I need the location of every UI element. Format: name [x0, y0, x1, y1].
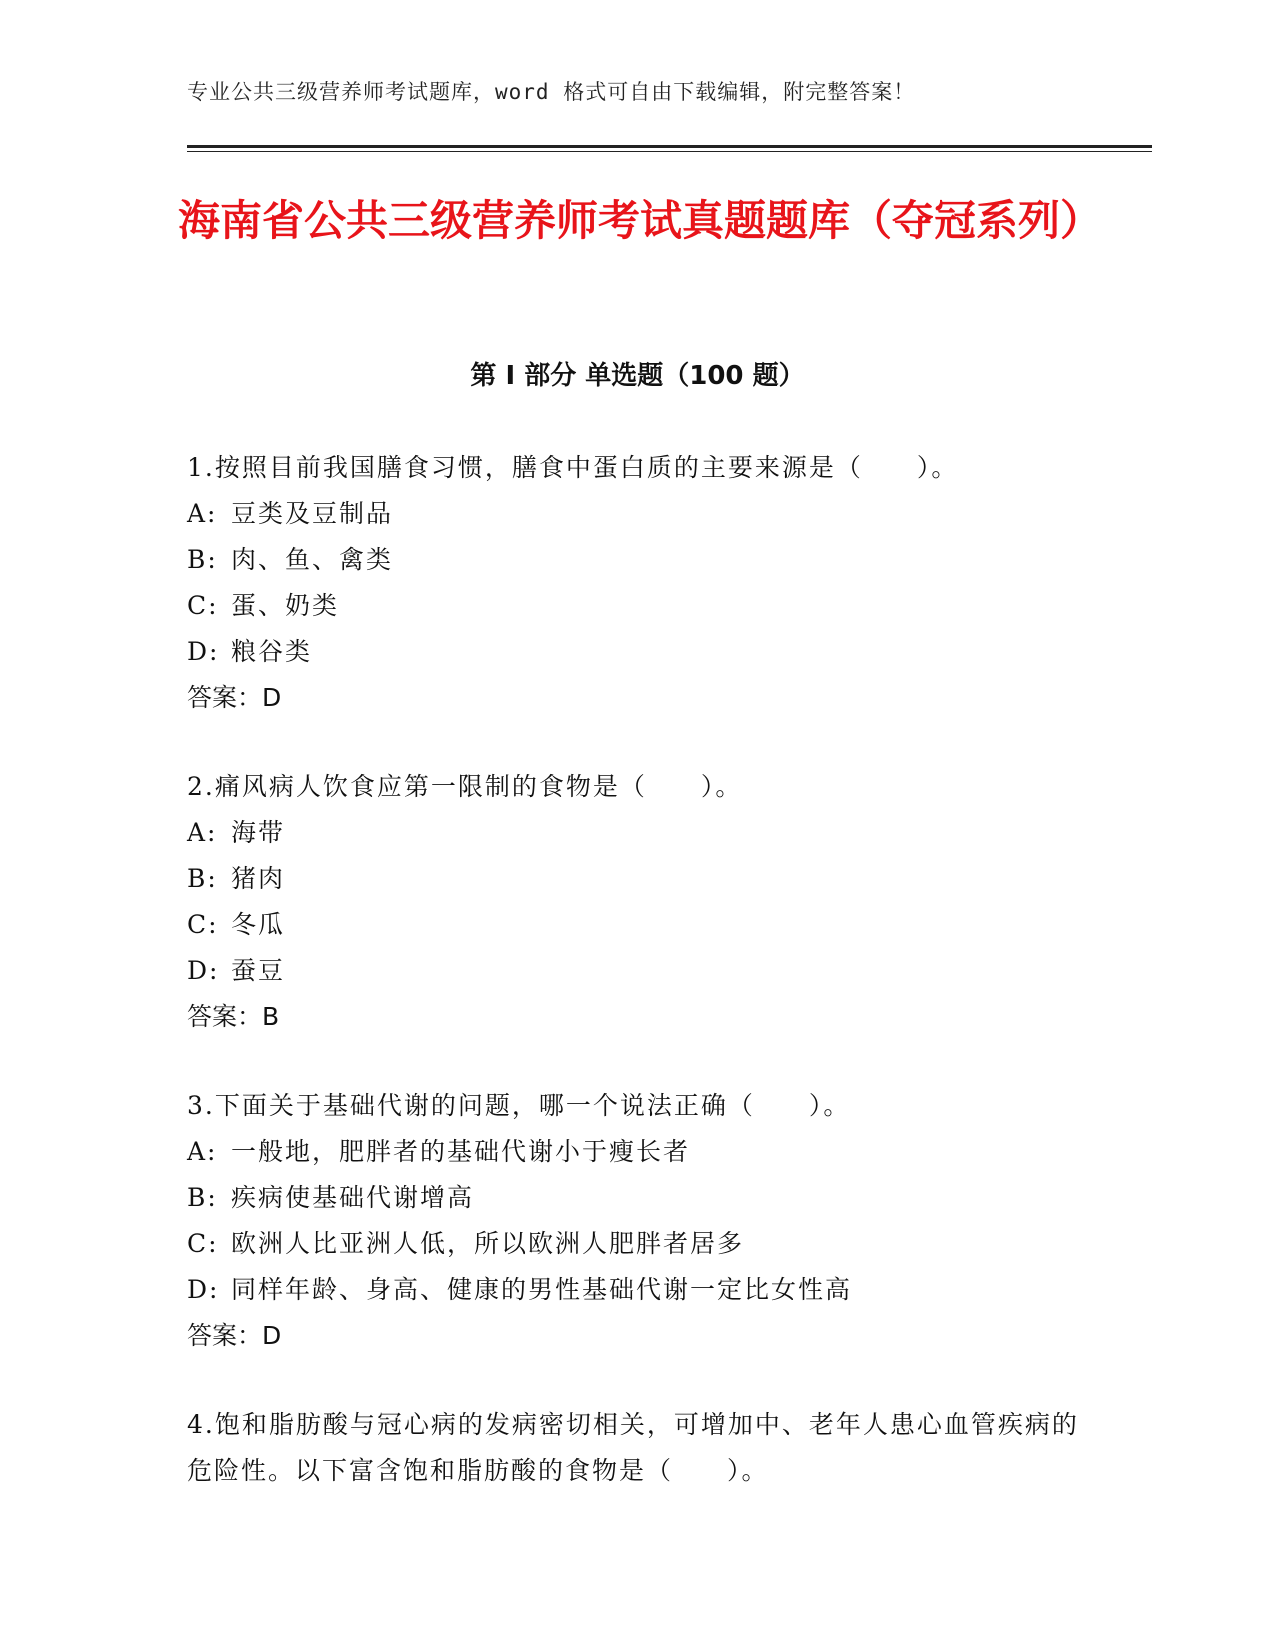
- option-label: C:: [187, 910, 219, 939]
- section-title: 第 I 部分 单选题（100 题）: [470, 361, 805, 391]
- option-text: 同样年龄、身高、健康的男性基础代谢一定比女性高: [231, 1275, 853, 1304]
- option-d: [187, 1267, 1087, 1313]
- option-text: 蚕豆: [231, 956, 286, 985]
- option-label: A:: [187, 499, 218, 528]
- option-text: 一般地，肥胖者的基础代谢小于瘦长者: [231, 1137, 691, 1166]
- option-a: [187, 1129, 1087, 1175]
- question-2: [187, 764, 1087, 1040]
- header-rule-thick: [187, 145, 1152, 148]
- option-b: [187, 1175, 1087, 1221]
- option-label: D:: [187, 956, 220, 985]
- option-text: 冬瓜: [231, 910, 286, 939]
- option-b: [187, 856, 1087, 902]
- answer-prefix: 答案：: [187, 1002, 263, 1031]
- answer-line: [187, 994, 1087, 1040]
- option-c: [187, 902, 1087, 948]
- option-text: 豆类及豆制品: [231, 499, 394, 528]
- option-label: A:: [187, 1137, 218, 1166]
- answer-line: [187, 1313, 1087, 1359]
- option-c: [187, 1221, 1087, 1267]
- option-text: 欧洲人比亚洲人低，所以欧洲人肥胖者居多: [231, 1229, 745, 1258]
- question-stem: 3.下面关于基础代谢的问题，哪一个说法正确（ ）。: [187, 1091, 851, 1120]
- option-label: A:: [187, 818, 218, 847]
- option-text: 猪肉: [231, 864, 286, 893]
- option-label: D:: [187, 1275, 220, 1304]
- option-label: B:: [187, 1183, 218, 1212]
- option-a: [187, 810, 1087, 856]
- option-label: B:: [187, 545, 218, 574]
- header-note: 专业公共三级营养师考试题库，word 格式可自由下载编辑，附完整答案！: [187, 80, 916, 104]
- option-a: [187, 491, 1087, 537]
- question-3: [187, 1083, 1087, 1359]
- question-stem: 2.痛风病人饮食应第一限制的食物是（ ）。: [187, 772, 743, 801]
- option-label: C:: [187, 591, 219, 620]
- question-stem: 4.饱和脂肪酸与冠心病的发病密切相关，可增加中、老年人患心血管疾病的危险性。以下富含饱和脂肪酸的食物是（ ）。: [187, 1410, 1079, 1485]
- question-4: [187, 1402, 1087, 1494]
- option-text: 肉、鱼、禽类: [231, 545, 394, 574]
- answer-line: [187, 675, 1087, 721]
- answer-value: B: [262, 1002, 280, 1031]
- answer-prefix: 答案：: [187, 683, 263, 712]
- answer-value: D: [262, 683, 282, 712]
- option-text: 蛋、奶类: [231, 591, 340, 620]
- question-1: [187, 445, 1087, 721]
- option-label: D:: [187, 637, 220, 666]
- question-stem: 1.按照目前我国膳食习惯，膳食中蛋白质的主要来源是（ ）。: [187, 453, 959, 482]
- option-label: B:: [187, 864, 218, 893]
- answer-value: D: [262, 1321, 282, 1350]
- option-label: C:: [187, 1229, 219, 1258]
- option-text: 海带: [231, 818, 286, 847]
- answer-prefix: 答案：: [187, 1321, 263, 1350]
- option-d: [187, 948, 1087, 994]
- option-b: [187, 537, 1087, 583]
- option-text: 粮谷类: [231, 637, 313, 666]
- question-list: [187, 445, 1087, 1537]
- header-rule-thin: [187, 151, 1152, 152]
- option-c: [187, 583, 1087, 629]
- document-title: 海南省公共三级营养师考试真题题库（夺冠系列）: [177, 196, 1102, 245]
- option-d: [187, 629, 1087, 675]
- option-text: 疾病使基础代谢增高: [231, 1183, 475, 1212]
